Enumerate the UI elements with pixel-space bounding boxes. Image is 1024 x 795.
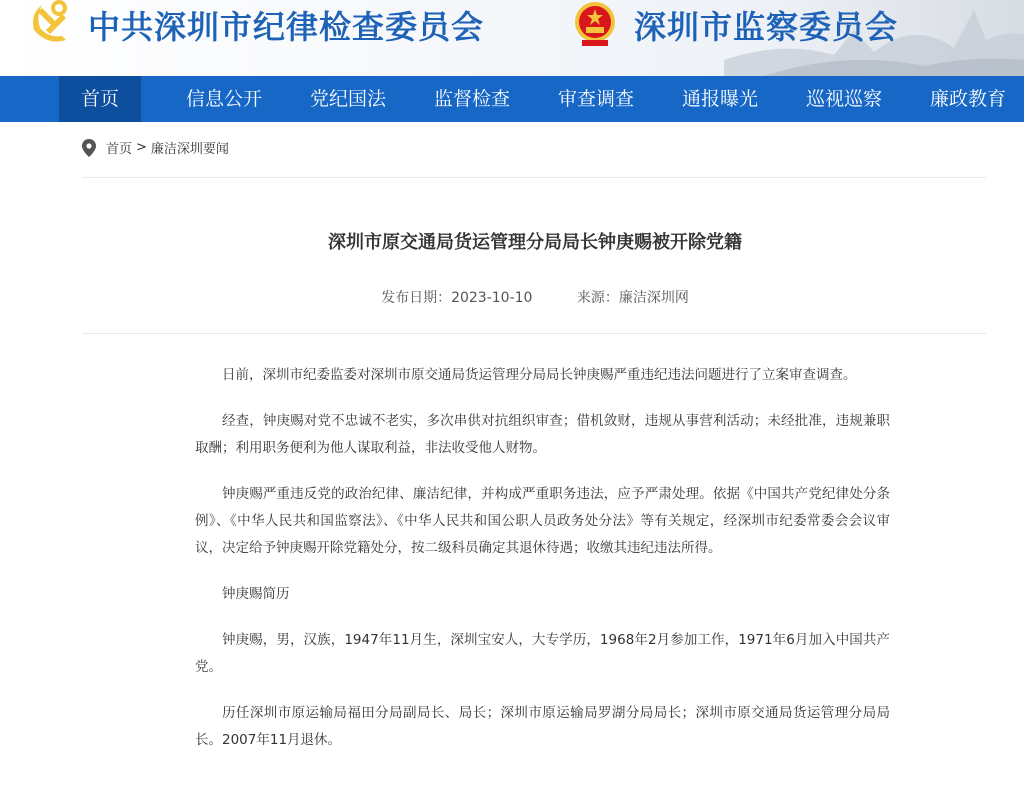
- nav-item-investigation[interactable]: 审查调查: [557, 88, 634, 110]
- breadcrumb-separator: >: [136, 140, 147, 155]
- party-emblem-icon: [26, 0, 72, 44]
- main-nav: [0, 76, 1024, 122]
- nav-item-party-laws[interactable]: 党纪国法: [309, 88, 386, 110]
- article-title: 深圳市原交通局货运管理分局局长钟庚赐被开除党籍: [328, 232, 742, 253]
- national-emblem-icon: [572, 0, 618, 48]
- commission-title: 中共深圳市纪律检查委员会: [88, 8, 485, 46]
- article-body: [195, 362, 890, 773]
- breadcrumb-divider: [82, 177, 986, 178]
- supervision-commission-title: 深圳市监察委员会: [634, 8, 899, 46]
- meta-divider: [82, 333, 986, 334]
- publish-date: 发布日期：2023-10-10: [381, 290, 533, 306]
- location-pin-icon: [82, 139, 96, 157]
- nav-item-reports[interactable]: 通报曝光: [681, 88, 758, 110]
- breadcrumb-home-link[interactable]: 首页: [106, 142, 133, 157]
- nav-item-supervision[interactable]: 监督检查: [433, 88, 510, 110]
- nav-item-integrity-education[interactable]: 廉政教育: [929, 88, 1006, 110]
- article-paragraph: 钟庚赐，男，汉族，1947年11月生，深圳宝安人，大专学历，1968年2月参加工作，1971年6月加入中国共产党。: [195, 632, 890, 675]
- breadcrumb-current-link[interactable]: 廉洁深圳要闻: [150, 142, 229, 157]
- resume-heading: 钟庚赐简历: [222, 586, 290, 602]
- article-paragraph: 钟庚赐严重违反党的政治纪律、廉洁纪律，并构成严重职务违法，应予严肃处理。依据《中国共产党纪律处分条例》、《中华人民共和国监察法》、《中华人民共和国公职人员政务处分法》等有关规定，经深圳市纪委常委会会议审议，决定给予钟庚赐开除党籍处分，按二级科员确定其退休待遇；收缴其违纪违法所得。: [195, 486, 890, 556]
- site-header: [0, 0, 1024, 76]
- article-source: 来源：廉洁深圳网: [576, 290, 689, 306]
- article-paragraph: 经查，钟庚赐对党不忠诚不老实，多次串供对抗组织审查；借机敛财，违规从事营利活动；未经批准，违规兼职取酬；利用职务便利为他人谋取利益，非法收受他人财物。: [195, 413, 890, 456]
- article-paragraph: 日前，深圳市纪委监委对深圳市原交通局货运管理分局局长钟庚赐严重违纪违法问题进行了立案审查调查。: [222, 367, 857, 383]
- nav-item-inspection[interactable]: 巡视巡察: [805, 88, 882, 110]
- nav-item-home[interactable]: 首页: [59, 76, 141, 122]
- article-meta: [0, 287, 1024, 307]
- article-paragraph: 历任深圳市原运输局福田分局副局长、局长；深圳市原运输局罗湖分局局长；深圳市原交通局货运管理分局局长。2007年11月退休。: [195, 705, 890, 748]
- nav-item-info-disclosure[interactable]: 信息公开: [185, 88, 262, 110]
- breadcrumb: [82, 138, 229, 157]
